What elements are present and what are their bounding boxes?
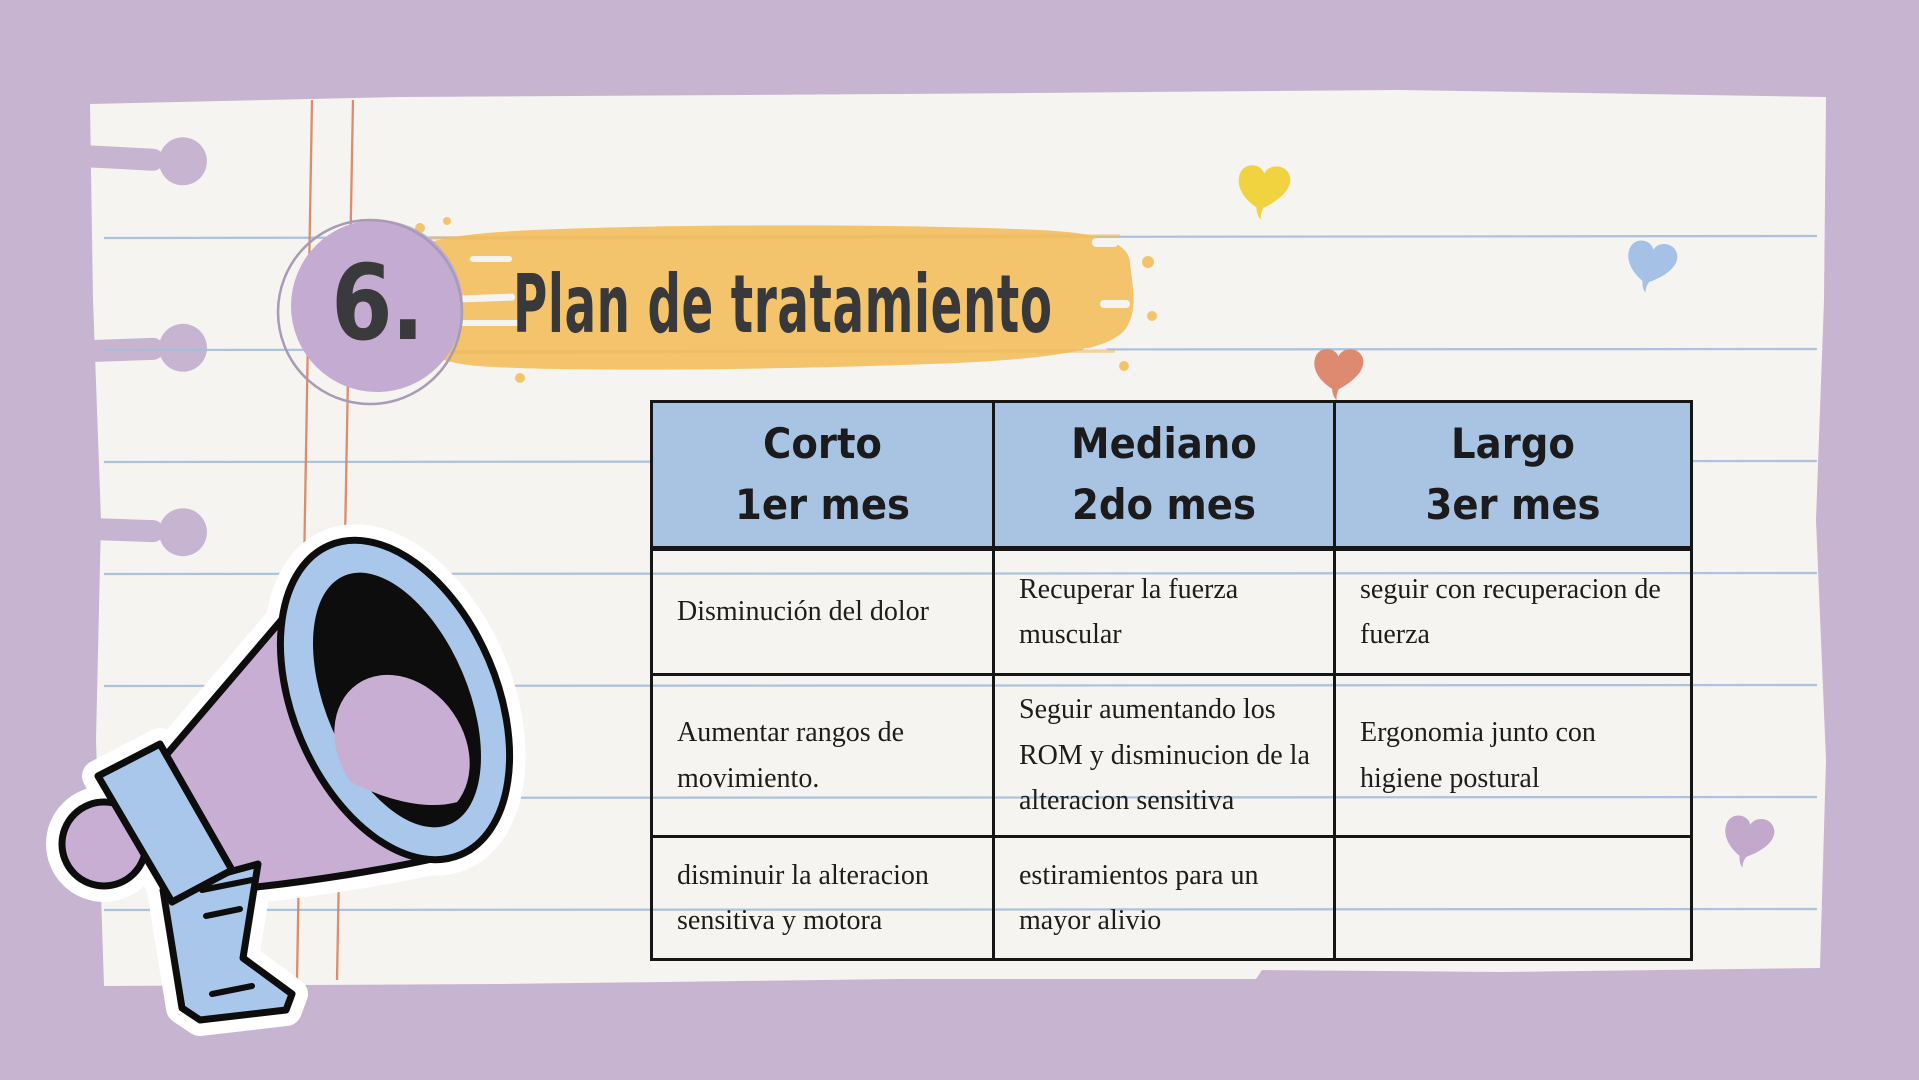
page-title: Plan de tratamiento (513, 258, 1053, 351)
header-cell-corto (652, 402, 994, 549)
table-cell: Seguir aumentando los ROM y disminucion de la alteracion sensitiva (994, 675, 1335, 837)
header-subtitle: 2do mes (1071, 479, 1256, 529)
header-subtitle: 3er mes (1425, 479, 1601, 529)
table-cell: Aumentar rangos de movimiento. (652, 675, 994, 837)
table-cell: disminuir la alteracion sensitiva y motora (652, 837, 994, 960)
table-cell: Recuperar la fuerza muscular (994, 549, 1335, 675)
table-cell: Ergonomia junto con higiene postural (1335, 675, 1692, 837)
table-cell (1335, 837, 1692, 960)
header-title: Corto (763, 419, 882, 469)
header-cell-largo (1335, 402, 1692, 549)
header-title: Mediano (1071, 419, 1257, 469)
table-cell: Disminución del dolor (652, 549, 994, 675)
table-row (652, 675, 1692, 837)
table-row (652, 549, 1692, 675)
table-cell: seguir con recuperacion de fuerza (1335, 549, 1692, 675)
header-cell-mediano (994, 402, 1335, 549)
table-header-row (652, 402, 1692, 549)
table-cell: estiramientos para un mayor alivio (994, 837, 1335, 960)
header-title: Largo (1451, 419, 1575, 469)
table-row (652, 837, 1692, 960)
section-number: 6. (331, 242, 423, 364)
treatment-plan-table (650, 400, 1693, 961)
header-subtitle: 1er mes (734, 479, 911, 529)
